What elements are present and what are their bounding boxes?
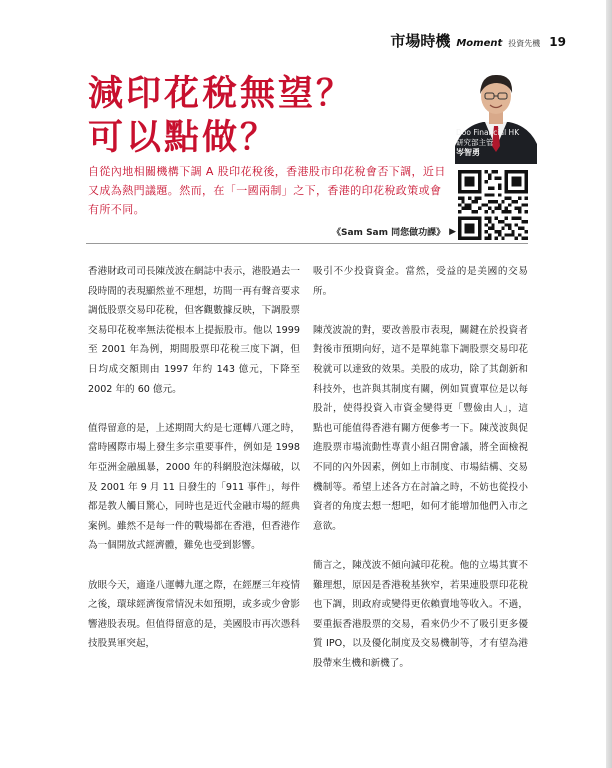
author-role: 研究部主管 <box>456 138 494 147</box>
page-header <box>390 30 566 51</box>
qr-code[interactable] <box>458 170 528 240</box>
section-brand: Moment <box>456 38 503 49</box>
play-arrow-icon: ▶ <box>449 226 457 237</box>
paragraph: 香港財政司司長陳茂波在網誌中表示，港股過去一段時間的表現顯然並不理想，坊間一再有聲音要求調低股票交易印花稅，但客觀數據反映，下調股票交易印花稅率無法從根本上提振股市。他以 1999 至 2001 年為例，期間股票印花稅三度下調，但日均成交額則由 1997 年約 143 億元，下降至 2002 年的 60 億元。 <box>88 266 300 395</box>
paragraph: 放眼今天，適逢八運轉九運之際，在經歷三年疫情之後，環球經濟復常情況未如預期，或多或少會影響港股表現。但值得留意的是，美國股市再次憑科技股異軍突起， <box>88 579 300 650</box>
series-link-label: 《Sam Sam 同您做功課》 <box>332 228 446 238</box>
headline-line-1: 減印花稅無望？ <box>88 74 355 114</box>
author-caption <box>456 128 542 158</box>
page-number: 19 <box>549 35 566 49</box>
header-divider <box>86 243 528 244</box>
paragraph: 值得留意的是，上述期間大約是七運轉八運之時，當時國際市場上發生多宗重要事件，例如是 1998 年亞洲金融風暴，2000 年的科網股泡沫爆破，以及 2001 年 9 月 11 日發生的「911 事件」，每件都是教人觸目驚心，同時也是近代金融市場的經典案例。雖然不是每一件的戰場都在香港，但香港作為一個開放式經濟體，難免也受到影響。 <box>88 422 300 552</box>
page-edge-shadow <box>606 0 612 768</box>
article-intro: 自從內地相關機構下調 A 股印花稅後，香港股市印花稅會否下調，近日又成為熱門議題。然而，在「一國兩制」之下，香港的印花稅政策或會有所不同。 <box>88 165 446 216</box>
paragraph: 吸引不少投資資金。當然，受益的是美國的交易所。 <box>313 266 528 297</box>
article-headline <box>88 72 418 160</box>
paragraph: 陳茂波說的對，要改善股市表現，關鍵在於投資者對後市預期向好，這不是單純靠下調股票交易印花稅就可以達致的效果。美股的成功，除了其創新和科技外，也許與其制度有關，例如買賣單位是以每股計，使得投資入市資金變得更「豐儉由人」，這點也可能值得香港有關方便參考一下。陳茂波與促進股票市場流動性專責小組召開會議，將全面檢視不同的內外因素，例如上市制度、市場結構、交易機制等。希望上述各方在討論之時，不妨也從投小資者的角度去想一想吧，如何才能增加他們入市之意欲。 <box>313 324 528 532</box>
headline-line-2: 可以點做？ <box>88 118 279 158</box>
section-subtitle: 投資先機 <box>508 39 541 48</box>
paragraph: 簡言之，陳茂波不傾向減印花稅。他的立場其實不難理想，原因是香港稅基狹窄，若果連股票印花稅也下調，則政府或變得更依賴賣地等收入。不過，要重振香港股票的交易，看來仍少不了吸引更多優質 IPO，以及優化制度及交易機制等，才有望為港股帶來生機和新機了。 <box>313 559 528 669</box>
author-name: 岑智勇 <box>456 148 480 157</box>
body-column-right <box>313 262 528 693</box>
series-link[interactable] <box>332 225 457 238</box>
author-company: Doo Financial HK <box>456 128 520 137</box>
body-column-left <box>88 262 300 673</box>
section-title: 市場時機 <box>390 32 451 50</box>
